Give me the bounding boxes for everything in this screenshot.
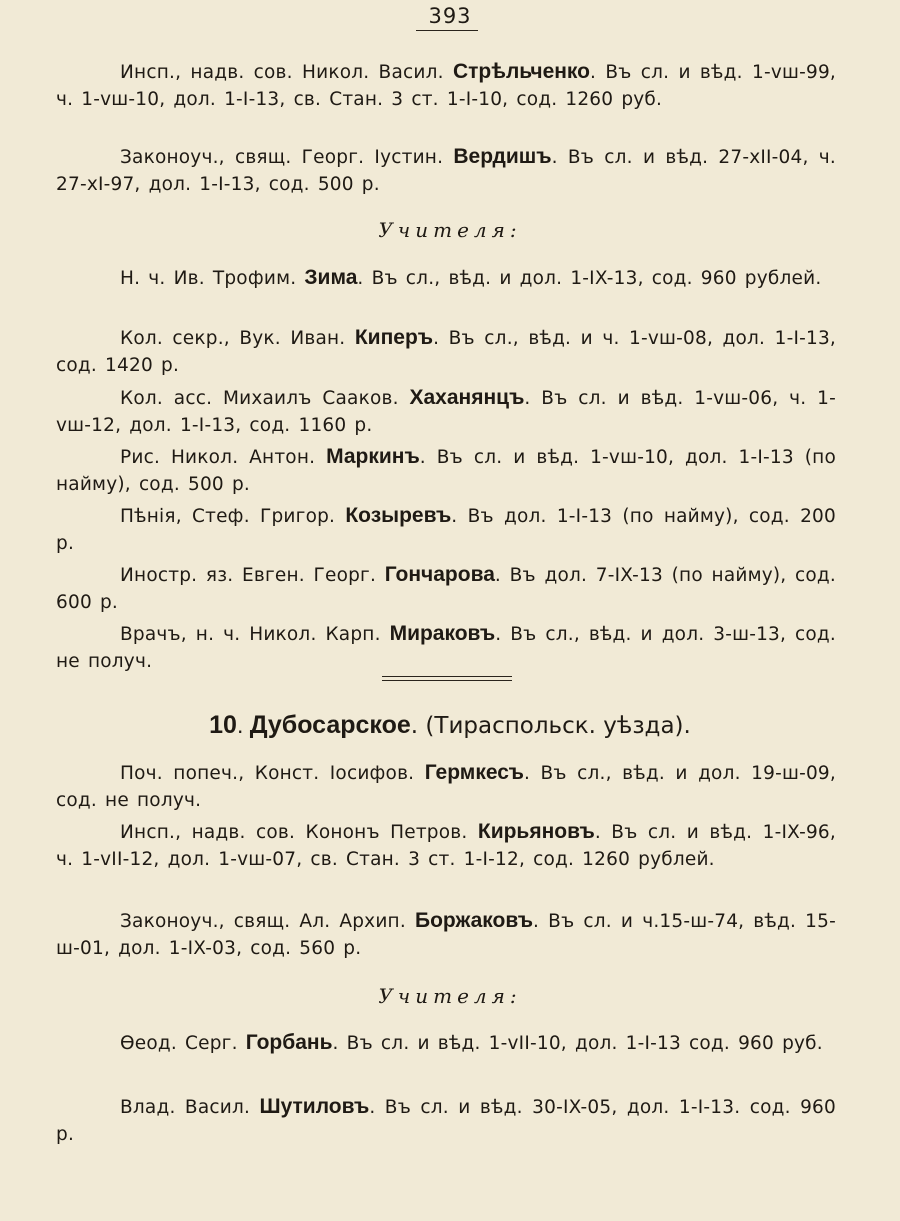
teacher-entry bbox=[56, 1093, 836, 1148]
entry-details: . Въ сл. и вѣд. 30-IX-05, дол. 1-I-13. сод. 960 р. bbox=[56, 1097, 836, 1145]
entry-details: . Въ сл. и вѣд. 1-vш-99, ч. 1-vш-10, дол. 1-I-13, св. Стан. 3 ст. 1-I-10, сод. 1260 руб. bbox=[56, 62, 836, 110]
entry-details: . Въ сл., вѣд. и ч. 1-vш-08, дол. 1-I-13, сод. 1420 р. bbox=[56, 328, 836, 376]
staff-entry-trustee bbox=[56, 759, 836, 814]
entry-surname: Стрѣльченко bbox=[452, 60, 590, 83]
entry-surname: Мираковъ bbox=[389, 622, 496, 645]
entry-title-text: Инсп., надв. сов. Никол. Васил. bbox=[120, 62, 453, 83]
entry-title-text: Поч. попеч., Конст. Іосифов. bbox=[120, 763, 425, 784]
entry-details: . Въ сл. и вѣд. 27-хII-04, ч. 27-хI-97, дол. 1-I-13, сод. 500 р. bbox=[56, 147, 836, 195]
staff-entry-catechist bbox=[56, 907, 836, 962]
entry-details: . Въ сл., вѣд. и дол. 1-IX-13, сод. 960 рублей. bbox=[357, 268, 822, 289]
entry-surname: Маркинъ bbox=[326, 445, 420, 468]
entry-details: . Въ сл., вѣд. и дол. 3-ш-13, сод. не получ. bbox=[56, 624, 836, 672]
entry-title-text: Кол. секр., Вук. Иван. bbox=[120, 328, 355, 349]
entry-details: . Въ сл. и вѣд. 1-vш-10, дол. 1-I-13 (по найму), сод. 500 р. bbox=[56, 447, 836, 495]
staff-entry-inspector bbox=[56, 58, 836, 113]
section-name: Дубосарское bbox=[249, 711, 411, 739]
entry-surname: Гончарова bbox=[384, 563, 495, 586]
teacher-entry bbox=[56, 264, 836, 292]
entry-surname: Шутиловъ bbox=[259, 1095, 370, 1118]
page-number-underline bbox=[416, 30, 478, 31]
teacher-entry bbox=[56, 324, 836, 379]
entry-surname: Козыревъ bbox=[345, 504, 452, 527]
staff-entry-inspector bbox=[56, 818, 836, 873]
entry-title-text: Рис. Никол. Антон. bbox=[120, 447, 327, 468]
teacher-entry bbox=[56, 620, 836, 675]
entry-surname: Кирьяновъ bbox=[477, 820, 595, 843]
teacher-entry bbox=[56, 443, 836, 498]
entry-surname: Киперъ bbox=[354, 326, 434, 349]
teacher-entry bbox=[56, 1029, 836, 1057]
entry-details: . Въ дол. 1-I-13 (по найму), сод. 200 р. bbox=[56, 506, 836, 554]
page-number: 393 bbox=[428, 4, 472, 28]
entry-title-text: Законоуч., свящ. Ал. Архип. bbox=[120, 911, 415, 932]
section-divider bbox=[382, 676, 512, 682]
entry-details: . Въ сл. и вѣд. 1-IX-96, ч. 1-vII-12, дол. 1-vш-07, св. Стан. 3 ст. 1-I-12, сод. 1260 рублей. bbox=[56, 822, 836, 870]
entry-surname: Горбань bbox=[245, 1031, 333, 1054]
entry-details: . Въ сл., вѣд. и дол. 19-ш-09, сод. не получ. bbox=[56, 763, 836, 811]
entry-surname: Вердишъ bbox=[453, 145, 552, 168]
entry-details: . Въ сл. и вѣд. 1-vII-10, дол. 1-I-13 сод. 960 руб. bbox=[332, 1033, 823, 1054]
entry-title-text: Н. ч. Ив. Трофим. bbox=[120, 268, 305, 289]
entry-title-text: Законоуч., свящ. Георг. Іустин. bbox=[120, 147, 454, 168]
entry-surname: Боржаковъ bbox=[414, 909, 534, 932]
teachers-heading: Учителя: bbox=[378, 218, 522, 242]
teacher-entry bbox=[56, 561, 836, 616]
section-heading: 10. Дубосарское. (Тираспольск. уѣзда). bbox=[209, 711, 691, 739]
entry-title-text: Инсп., надв. сов. Кононъ Петров. bbox=[120, 822, 478, 843]
section-district: . (Тираспольск. уѣзда). bbox=[410, 713, 691, 739]
entry-title-text: Өеод. Серг. bbox=[120, 1033, 246, 1054]
divider-line bbox=[382, 680, 512, 681]
entry-surname: Хаханянцъ bbox=[409, 386, 525, 409]
teacher-entry bbox=[56, 502, 836, 557]
entry-title-text: Кол. асс. Михаилъ Сааков. bbox=[120, 388, 410, 409]
entry-title-text: Влад. Васил. bbox=[120, 1097, 260, 1118]
teachers-heading: Учителя: bbox=[378, 984, 522, 1008]
entry-details: . Въ сл. и ч.15-ш-74, вѣд. 15-ш-01, дол. 1-IX-03, сод. 560 р. bbox=[56, 911, 836, 959]
entry-details: . Въ дол. 7-IX-13 (по найму), сод. 600 р. bbox=[56, 565, 837, 613]
staff-entry-catechist bbox=[56, 143, 836, 198]
entry-details: . Въ сл. и вѣд. 1-vш-06, ч. 1-vш-12, дол. 1-I-13, сод. 1160 р. bbox=[56, 388, 837, 436]
entry-title-text: Иностр. яз. Евген. Георг. bbox=[120, 565, 385, 586]
entry-surname: Гермкесъ bbox=[424, 761, 524, 784]
divider-line bbox=[382, 676, 512, 677]
teacher-entry bbox=[56, 384, 836, 439]
entry-title-text: Врачъ, н. ч. Никол. Карп. bbox=[120, 624, 390, 645]
entry-surname: Зима bbox=[304, 266, 358, 289]
section-number: 10 bbox=[209, 711, 237, 739]
entry-title-text: Пѣнія, Стеф. Григор. bbox=[120, 506, 346, 527]
